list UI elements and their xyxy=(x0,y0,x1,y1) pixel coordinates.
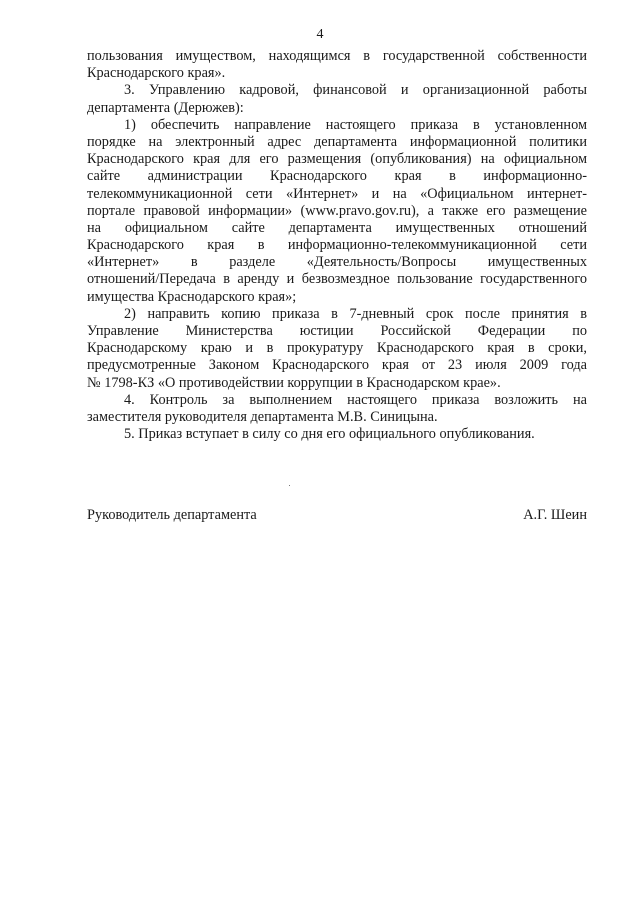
order-body-text xyxy=(87,48,587,443)
text-line: Краснодарского края для его размещения (опубликования) на официальном xyxy=(87,151,587,168)
text-line: № 1798-КЗ «О противодействии коррупции в Краснодарском крае». xyxy=(87,374,501,391)
text-line: 5. Приказ вступает в силу со дня его официального опубликования. xyxy=(124,426,535,443)
text-line: Управление Министерства юстиции Российской Федерации по xyxy=(87,323,587,339)
text-line: на официальном сайте департамента имущественных отношений xyxy=(87,219,587,236)
text-line: отношений/Передача в аренду и безвозмездное пользование государственного xyxy=(87,271,587,288)
text-line: сайте администрации Краснодарского края в информационно- xyxy=(87,168,587,185)
text-line: имущества Краснодарского края»; xyxy=(87,288,297,305)
page-number: 4 xyxy=(316,27,324,42)
text-line: Краснодарского края». xyxy=(87,65,226,82)
signatory-name: А.Г. Шеин xyxy=(523,507,587,523)
text-line: предусмотренные Законом Краснодарского края от 23 июля 2009 года xyxy=(87,357,587,374)
text-line: портале правовой информации» (www.pravo.gov.ru), а также его размещение xyxy=(87,202,587,219)
scan-speck xyxy=(289,485,290,486)
text-line: 4. Контроль за выполнением настоящего приказа возложить на xyxy=(124,391,587,408)
signatory-position: Руководитель департамента xyxy=(87,507,257,523)
text-line: 3. Управлению кадровой, финансовой и организационной работы xyxy=(124,82,587,99)
text-line: Краснодарскому краю и в прокуратуру Краснодарского края в сроки, xyxy=(87,340,587,357)
text-line: заместителя руководителя департамента М.В. Синицына. xyxy=(87,408,438,425)
text-line: телекоммуникационной сети «Интернет» и на «Официальном интернет- xyxy=(87,185,587,202)
text-line: департамента (Дерюжев): xyxy=(87,99,244,116)
text-line: 1) обеспечить направление настоящего приказа в установленном xyxy=(124,116,587,133)
text-line: пользования имуществом, находящимся в государственной собственности xyxy=(87,48,587,64)
text-line: порядке на электронный адрес департамента информационной политики xyxy=(87,133,587,150)
text-line: Краснодарского края в информационно-телекоммуникационной сети xyxy=(87,237,587,254)
signature-block xyxy=(87,507,587,524)
text-line: «Интернет» в разделе «Деятельность/Вопросы имущественных xyxy=(87,254,587,271)
text-line: 2) направить копию приказа в 7-дневный срок после принятия в xyxy=(124,305,587,322)
